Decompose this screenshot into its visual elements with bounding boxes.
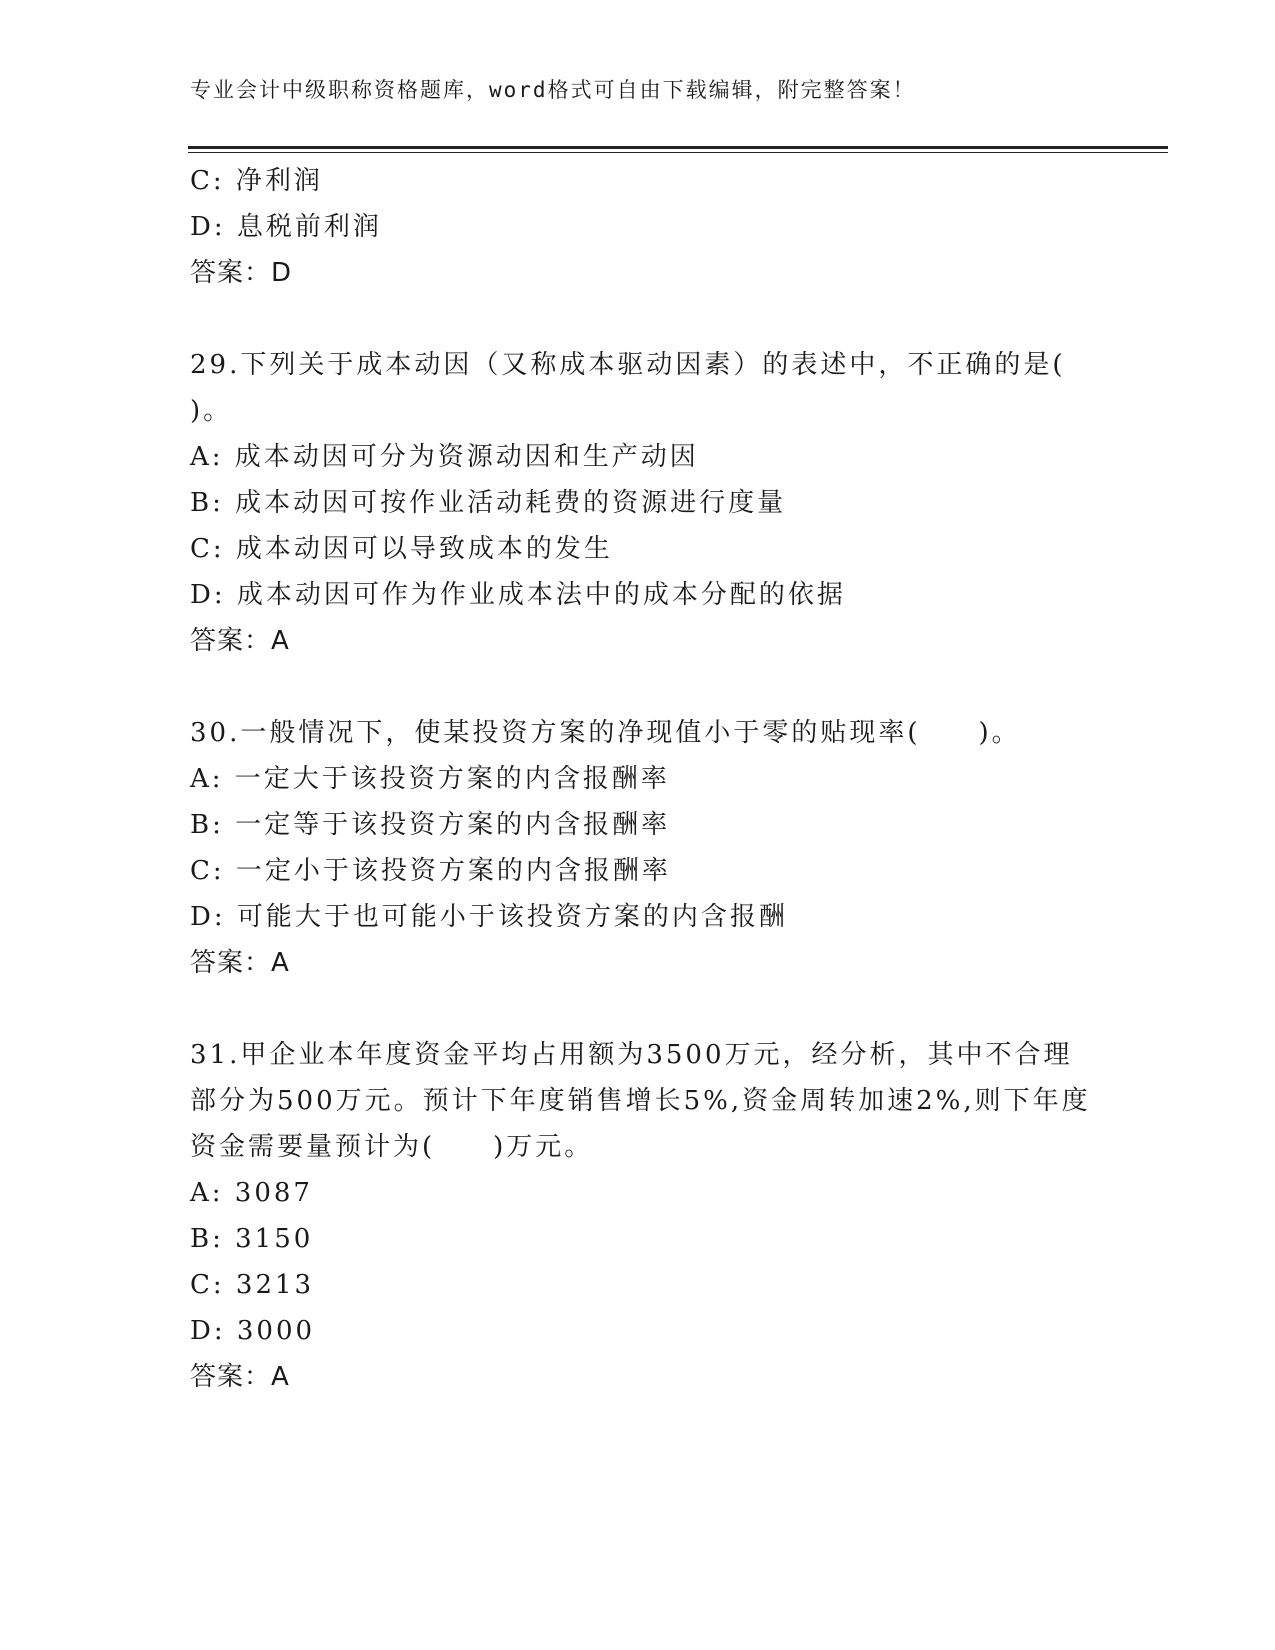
answer: 答案：D (190, 258, 293, 288)
option-c: C: 3213 (190, 1270, 315, 1300)
answer: 答案：A (190, 948, 290, 978)
option-b: B: 成本动因可按作业活动耗费的资源进行度量 (190, 488, 787, 518)
question-28 (190, 158, 1090, 296)
question-31 (190, 1032, 1090, 1400)
option-c: C: 净利润 (190, 166, 323, 196)
option-d: D: 可能大于也可能小于该投资方案的内含报酬 (190, 902, 788, 932)
option-b: B: 3150 (190, 1224, 314, 1254)
question-29 (190, 342, 1090, 664)
answer: 答案：A (190, 1362, 290, 1392)
header-rule-thick (188, 146, 1168, 149)
option-a: A: 成本动因可分为资源动因和生产动因 (190, 442, 699, 472)
answer: 答案：A (190, 626, 290, 656)
option-d: D: 3000 (190, 1316, 316, 1346)
question-content (190, 158, 1090, 1400)
question-30 (190, 710, 1090, 986)
question-stem-continued: 资金需要量预计为( )万元。 (190, 1132, 594, 1162)
question-stem-continued: 部分为500万元。预计下年度销售增长5%,资金周转加速2%,则下年度 (190, 1086, 1091, 1116)
question-stem-continued: )。 (190, 396, 233, 426)
option-a: A: 一定大于该投资方案的内含报酬率 (190, 764, 670, 794)
question-stem: 30.一般情况下，使某投资方案的净现值小于零的贴现率( )。 (190, 718, 1021, 748)
option-d: D: 息税前利润 (190, 212, 382, 242)
option-d: D: 成本动因可作为作业成本法中的成本分配的依据 (190, 580, 846, 610)
option-b: B: 一定等于该投资方案的内含报酬率 (190, 810, 671, 840)
page-header: 专业会计中级职称资格题库，word格式可自由下载编辑，附完整答案！ (190, 78, 916, 102)
option-c: C: 成本动因可以导致成本的发生 (190, 534, 613, 564)
question-stem: 31.甲企业本年度资金平均占用额为3500万元，经分析，其中不合理 (190, 1040, 1073, 1070)
option-a: A: 3087 (190, 1178, 313, 1208)
header-rule-thin (188, 152, 1168, 153)
question-stem: 29.下列关于成本动因（又称成本驱动因素）的表述中，不正确的是( (190, 350, 1066, 380)
option-c: C: 一定小于该投资方案的内含报酬率 (190, 856, 671, 886)
